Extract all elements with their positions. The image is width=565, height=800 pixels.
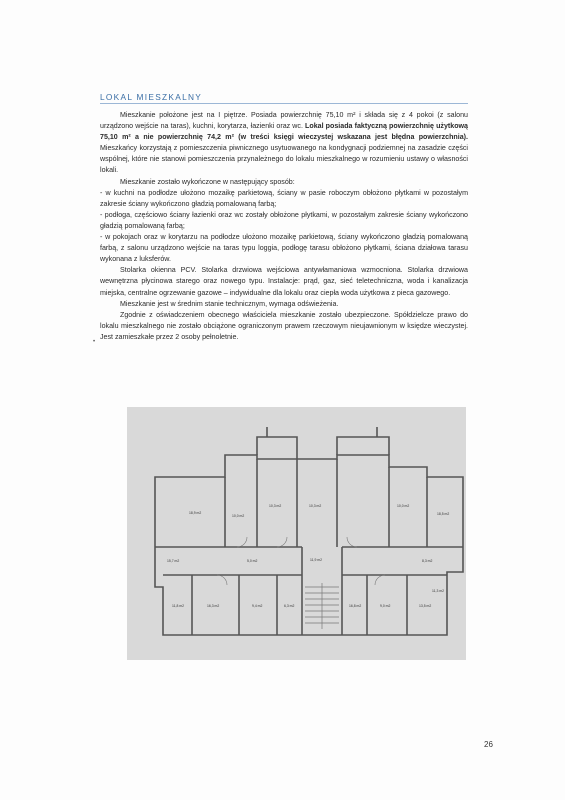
margin-mark: •: [93, 339, 96, 345]
text-basement: Mieszkańcy korzystają z pomieszczenia piwnicznego usytuowanego na kondygnacji podziemnej na zasadzie części wspólnej, które nie stanowi pomieszczenia przynależnego do lokalu mieszkalnego w rozumieniu ustawy o własności lokali.: [100, 144, 468, 175]
bullet-kitchen: - w kuchni na podłodze ułożono mozaikę parkietową, ściany w pasie roboczym obłożono płytkami w pozostałym zakresie ściany wykończono gładzią pomalowaną farbą;: [100, 188, 468, 208]
room-label: 16,3 m2: [207, 604, 220, 608]
room-label: 10,0 m2: [397, 504, 410, 508]
room-label: 10,0 m2: [232, 514, 245, 518]
room-label: 5,0 m2: [247, 559, 258, 563]
heading-rule: [100, 103, 468, 104]
paragraph-area: [100, 110, 468, 177]
body-text: [100, 110, 468, 343]
room-label: 13,5 m2: [419, 604, 432, 608]
room-label: 9,0 m2: [380, 604, 391, 608]
room-label: 6,3 m2: [284, 604, 295, 608]
room-label: 18,9 m2: [189, 511, 202, 515]
paragraph-condition: Mieszkanie jest w średnim stanie technicznym, wymaga odświeżenia.: [120, 299, 339, 308]
room-label: 9,4 m2: [252, 604, 263, 608]
floor-plan-drawing: [127, 407, 466, 660]
text-area-description: Mieszkanie położone jest na I piętrze. Posiada powierzchnię 75,10 m² i składa się z 4 pokoi (z salonu urządzono wejście na taras), kuchni, korytarza, łazienki oraz wc.: [100, 111, 468, 131]
room-label: 11,9 m2: [310, 558, 322, 562]
page-number: 26: [484, 740, 493, 749]
room-label: 10,3 m2: [269, 504, 282, 508]
bullet-bathroom: - podłoga, częściowo ściany łazienki oraz wc zostały obłożone płytkami, w pozostałym zakresie ściany wykończono gładzią pomalowaną farbą;: [100, 210, 468, 230]
room-label: 8,3 m2: [422, 559, 433, 563]
floor-plan-image: [127, 407, 466, 660]
room-label: 11,8 m2: [172, 604, 184, 608]
room-label: 11,3 m2: [432, 589, 444, 593]
bullet-rooms: - w pokojach oraz w korytarzu na podłodze ułożono mozaikę parkietową, ściany wykończono gładzią pomalowaną farbą, z salonu urządzono wejście na taras typu loggia, podłogę tarasu obłożono płytkami, ściana działowa tarasu wykonana z luksferów.: [100, 233, 468, 264]
text-area-correction: Lokal posiada faktyczną powierzchnię użytkową 75,10 m² a nie powierzchnię 74,2 m² (w treści księgi wieczystej wskazana jest błędna powierzchnia).: [100, 122, 468, 142]
paragraph-ownership: Zgodnie z oświadczeniem obecnego właściciela mieszkanie zostało ubezpieczone. Spółdzielcze prawo do lokalu mieszkalnego nie zostało obciążone ograniczonym prawem rzeczowym nieujawnionym w księdze wieczystej. Jest zamieszkałe przez 2 osoby pełnoletnie.: [100, 310, 468, 341]
room-label: 15,7 m2: [167, 559, 180, 563]
room-label: 16,8 m2: [349, 604, 362, 608]
section-heading: LOKAL MIESZKALNY: [100, 92, 203, 102]
paragraph-joinery: Stolarka okienna PCV. Stolarka drzwiowa wejściowa antywłamaniowa wzmocniona. Stolarka drzwiowa wewnętrzna płycinowa starego oraz nowego typu. Instalacje: prąd, gaz, sieć teletechniczna, woda i kanalizacja miejska, centralne ogrzewanie gazowe – indywidualne dla lokalu oraz ciepła woda użytkowa z pieca gazowego.: [100, 266, 468, 297]
room-label: 18,5 m2: [437, 512, 450, 516]
paragraph-finish-intro: Mieszkanie zostało wykończone w następujący sposób:: [120, 177, 295, 186]
room-label: 10,3 m2: [309, 504, 322, 508]
